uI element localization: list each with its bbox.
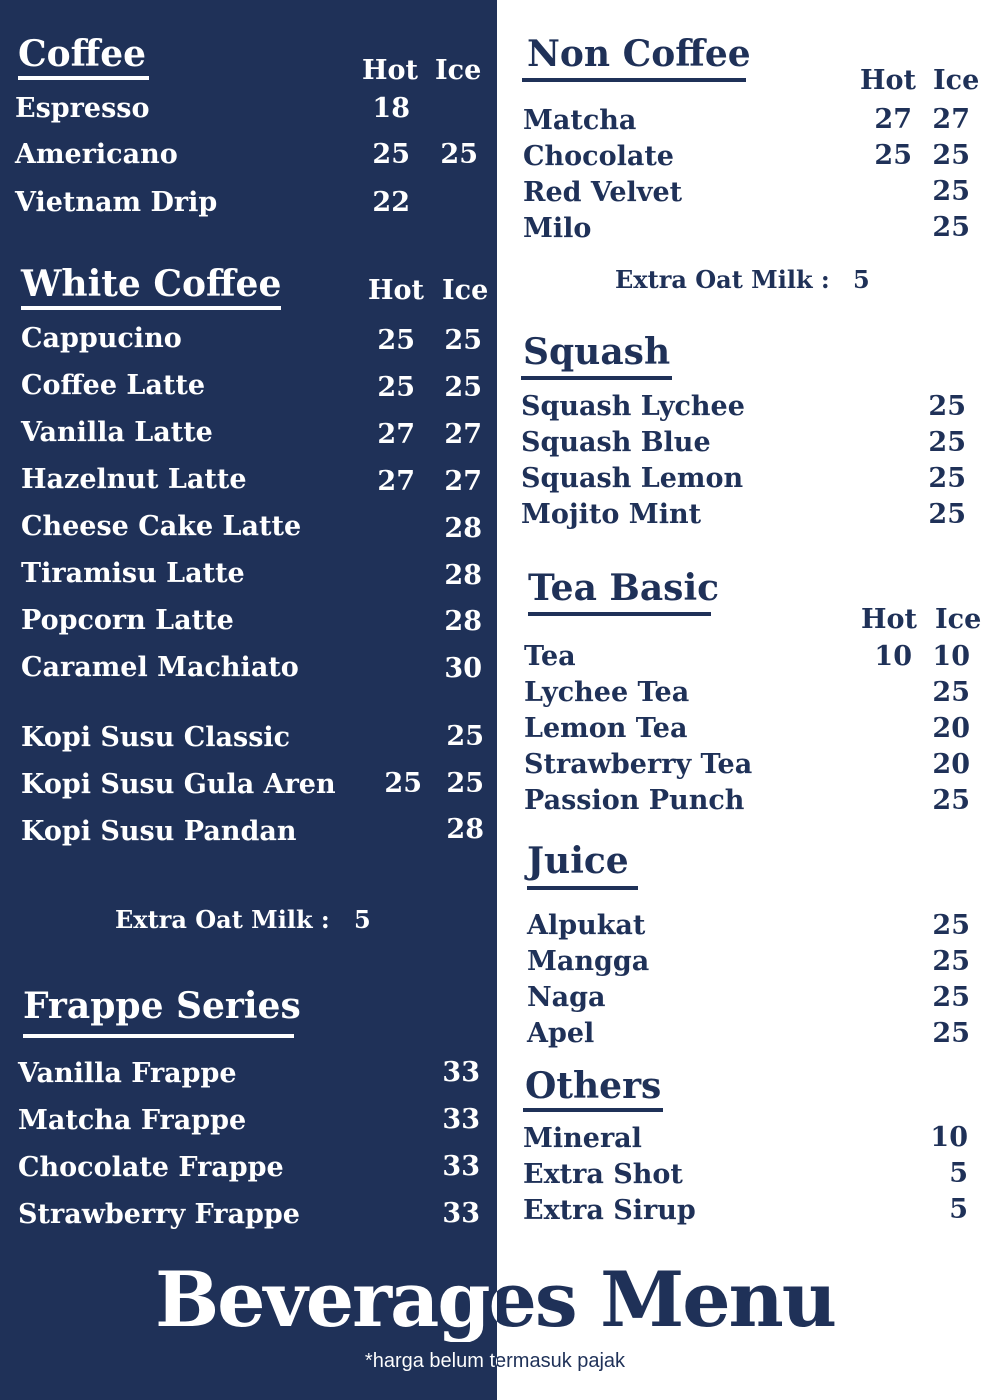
ice-price: 25 <box>932 785 970 816</box>
ice-price: 20 <box>932 749 970 780</box>
hot-price: 22 <box>372 187 410 218</box>
ice-price: 25 <box>446 768 484 799</box>
item-name: Lychee Tea <box>524 677 690 708</box>
item-name: Tiramisu Latte <box>21 558 245 589</box>
hot-header: Hot <box>861 604 917 635</box>
ice-price: 28 <box>446 814 484 845</box>
item-price: 25 <box>928 427 966 458</box>
item-name: Extra Shot <box>523 1159 683 1190</box>
item-name: Milo <box>523 213 592 244</box>
ice-price: 25 <box>932 212 970 243</box>
hot-price: 25 <box>874 140 912 171</box>
title-underline <box>521 376 672 380</box>
item-price: 25 <box>932 910 970 941</box>
item-name: Caramel Machiato <box>21 652 299 683</box>
ice-header: Ice <box>933 65 980 96</box>
ice-price: 20 <box>932 713 970 744</box>
item-name: Coffee Latte <box>21 370 206 401</box>
ice-price: 25 <box>446 721 484 752</box>
item-name: Mojito Mint <box>521 499 702 530</box>
title-underline <box>18 76 149 80</box>
item-name: Passion Punch <box>524 785 745 816</box>
item-price: 25 <box>928 463 966 494</box>
hot-price: 27 <box>874 104 912 135</box>
ice-header: Ice <box>442 275 489 306</box>
section-title: Squash <box>523 331 671 373</box>
title-underline <box>528 612 711 616</box>
item-name: Cappucino <box>21 323 182 354</box>
item-name: Squash Lemon <box>521 463 744 494</box>
hot-price: 25 <box>384 768 422 799</box>
ice-price: 27 <box>932 104 970 135</box>
section-title: Non Coffee <box>527 33 751 75</box>
item-price: 25 <box>928 499 966 530</box>
hot-price: 25 <box>377 325 415 356</box>
ice-price: 28 <box>444 560 482 591</box>
ice-price: 25 <box>444 325 482 356</box>
item-name: Kopi Susu Pandan <box>21 816 297 847</box>
ice-price: 27 <box>444 466 482 497</box>
ice-price: 30 <box>444 653 482 684</box>
item-name: Strawberry Frappe <box>18 1199 300 1230</box>
extra-oat-milk-price: 5 <box>354 905 371 934</box>
section-title: Juice <box>527 840 629 882</box>
item-price: 33 <box>442 1104 480 1135</box>
item-price: 25 <box>932 946 970 977</box>
item-name: Squash Lychee <box>521 391 745 422</box>
item-price: 5 <box>949 1194 968 1225</box>
extra-oat-milk-price: 5 <box>853 265 870 294</box>
item-name: Popcorn Latte <box>21 605 234 636</box>
item-name: Cheese Cake Latte <box>21 511 302 542</box>
ice-price: 28 <box>444 513 482 544</box>
item-name: Extra Sirup <box>523 1195 696 1226</box>
ice-price: 25 <box>440 139 478 170</box>
hot-header: Hot <box>860 65 916 96</box>
extra-oat-milk-label: Extra Oat Milk : <box>615 265 830 294</box>
section-title: Tea Basic <box>528 567 720 609</box>
item-name: Hazelnut Latte <box>21 464 247 495</box>
section-title: Coffee <box>18 33 147 75</box>
item-name: Vanilla Latte <box>21 417 213 448</box>
ice-price: 25 <box>932 677 970 708</box>
title-underline <box>523 1108 663 1112</box>
section-title: Frappe Series <box>23 985 301 1027</box>
ice-price: 25 <box>444 372 482 403</box>
item-name: Mangga <box>527 946 650 977</box>
tax-footnote: *harga belum termasuk pajak <box>0 1348 990 1374</box>
hot-header: Hot <box>362 55 418 86</box>
ice-price: 27 <box>444 419 482 450</box>
item-name: Vanilla Frappe <box>18 1058 237 1089</box>
item-price: 10 <box>930 1122 968 1153</box>
item-name: Chocolate Frappe <box>18 1152 284 1183</box>
title-underline <box>527 886 638 890</box>
item-name: Kopi Susu Gula Aren <box>21 769 336 800</box>
hot-header: Hot <box>368 275 424 306</box>
item-name: Apel <box>527 1018 595 1049</box>
item-name: Matcha Frappe <box>18 1105 247 1136</box>
section-title: White Coffee <box>21 263 282 305</box>
item-price: 33 <box>442 1057 480 1088</box>
item-name: Americano <box>15 139 178 170</box>
hot-price: 25 <box>372 139 410 170</box>
title-underline <box>23 1034 294 1038</box>
item-price: 25 <box>928 391 966 422</box>
item-name: Red Velvet <box>523 177 683 208</box>
ice-price: 25 <box>932 176 970 207</box>
title-underline <box>522 78 746 82</box>
item-name: Mineral <box>523 1123 642 1154</box>
item-name: Strawberry Tea <box>524 749 753 780</box>
hot-price: 27 <box>377 466 415 497</box>
item-name: Alpukat <box>527 910 646 941</box>
item-name: Espresso <box>15 93 150 124</box>
ice-price: 28 <box>444 606 482 637</box>
item-name: Lemon Tea <box>524 713 688 744</box>
hot-price: 10 <box>874 641 912 672</box>
ice-header: Ice <box>935 604 982 635</box>
item-name: Squash Blue <box>521 427 711 458</box>
item-name: Vietnam Drip <box>15 187 218 218</box>
section-title: Others <box>525 1065 662 1107</box>
extra-oat-milk-label: Extra Oat Milk : <box>115 905 330 934</box>
item-price: 33 <box>442 1198 480 1229</box>
ice-price: 10 <box>932 641 970 672</box>
item-name: Kopi Susu Classic <box>21 722 291 753</box>
menu-title: Beverages Menu <box>0 1258 990 1342</box>
item-price: 25 <box>932 982 970 1013</box>
hot-price: 25 <box>377 372 415 403</box>
item-price: 5 <box>949 1158 968 1189</box>
hot-price: 27 <box>377 419 415 450</box>
ice-header: Ice <box>435 55 482 86</box>
item-name: Naga <box>527 982 606 1013</box>
hot-price: 18 <box>372 93 410 124</box>
title-underline <box>21 306 281 310</box>
ice-price: 25 <box>932 140 970 171</box>
item-price: 33 <box>442 1151 480 1182</box>
item-name: Chocolate <box>523 141 674 172</box>
item-name: Matcha <box>523 105 637 136</box>
item-price: 25 <box>932 1018 970 1049</box>
item-name: Tea <box>524 641 576 672</box>
